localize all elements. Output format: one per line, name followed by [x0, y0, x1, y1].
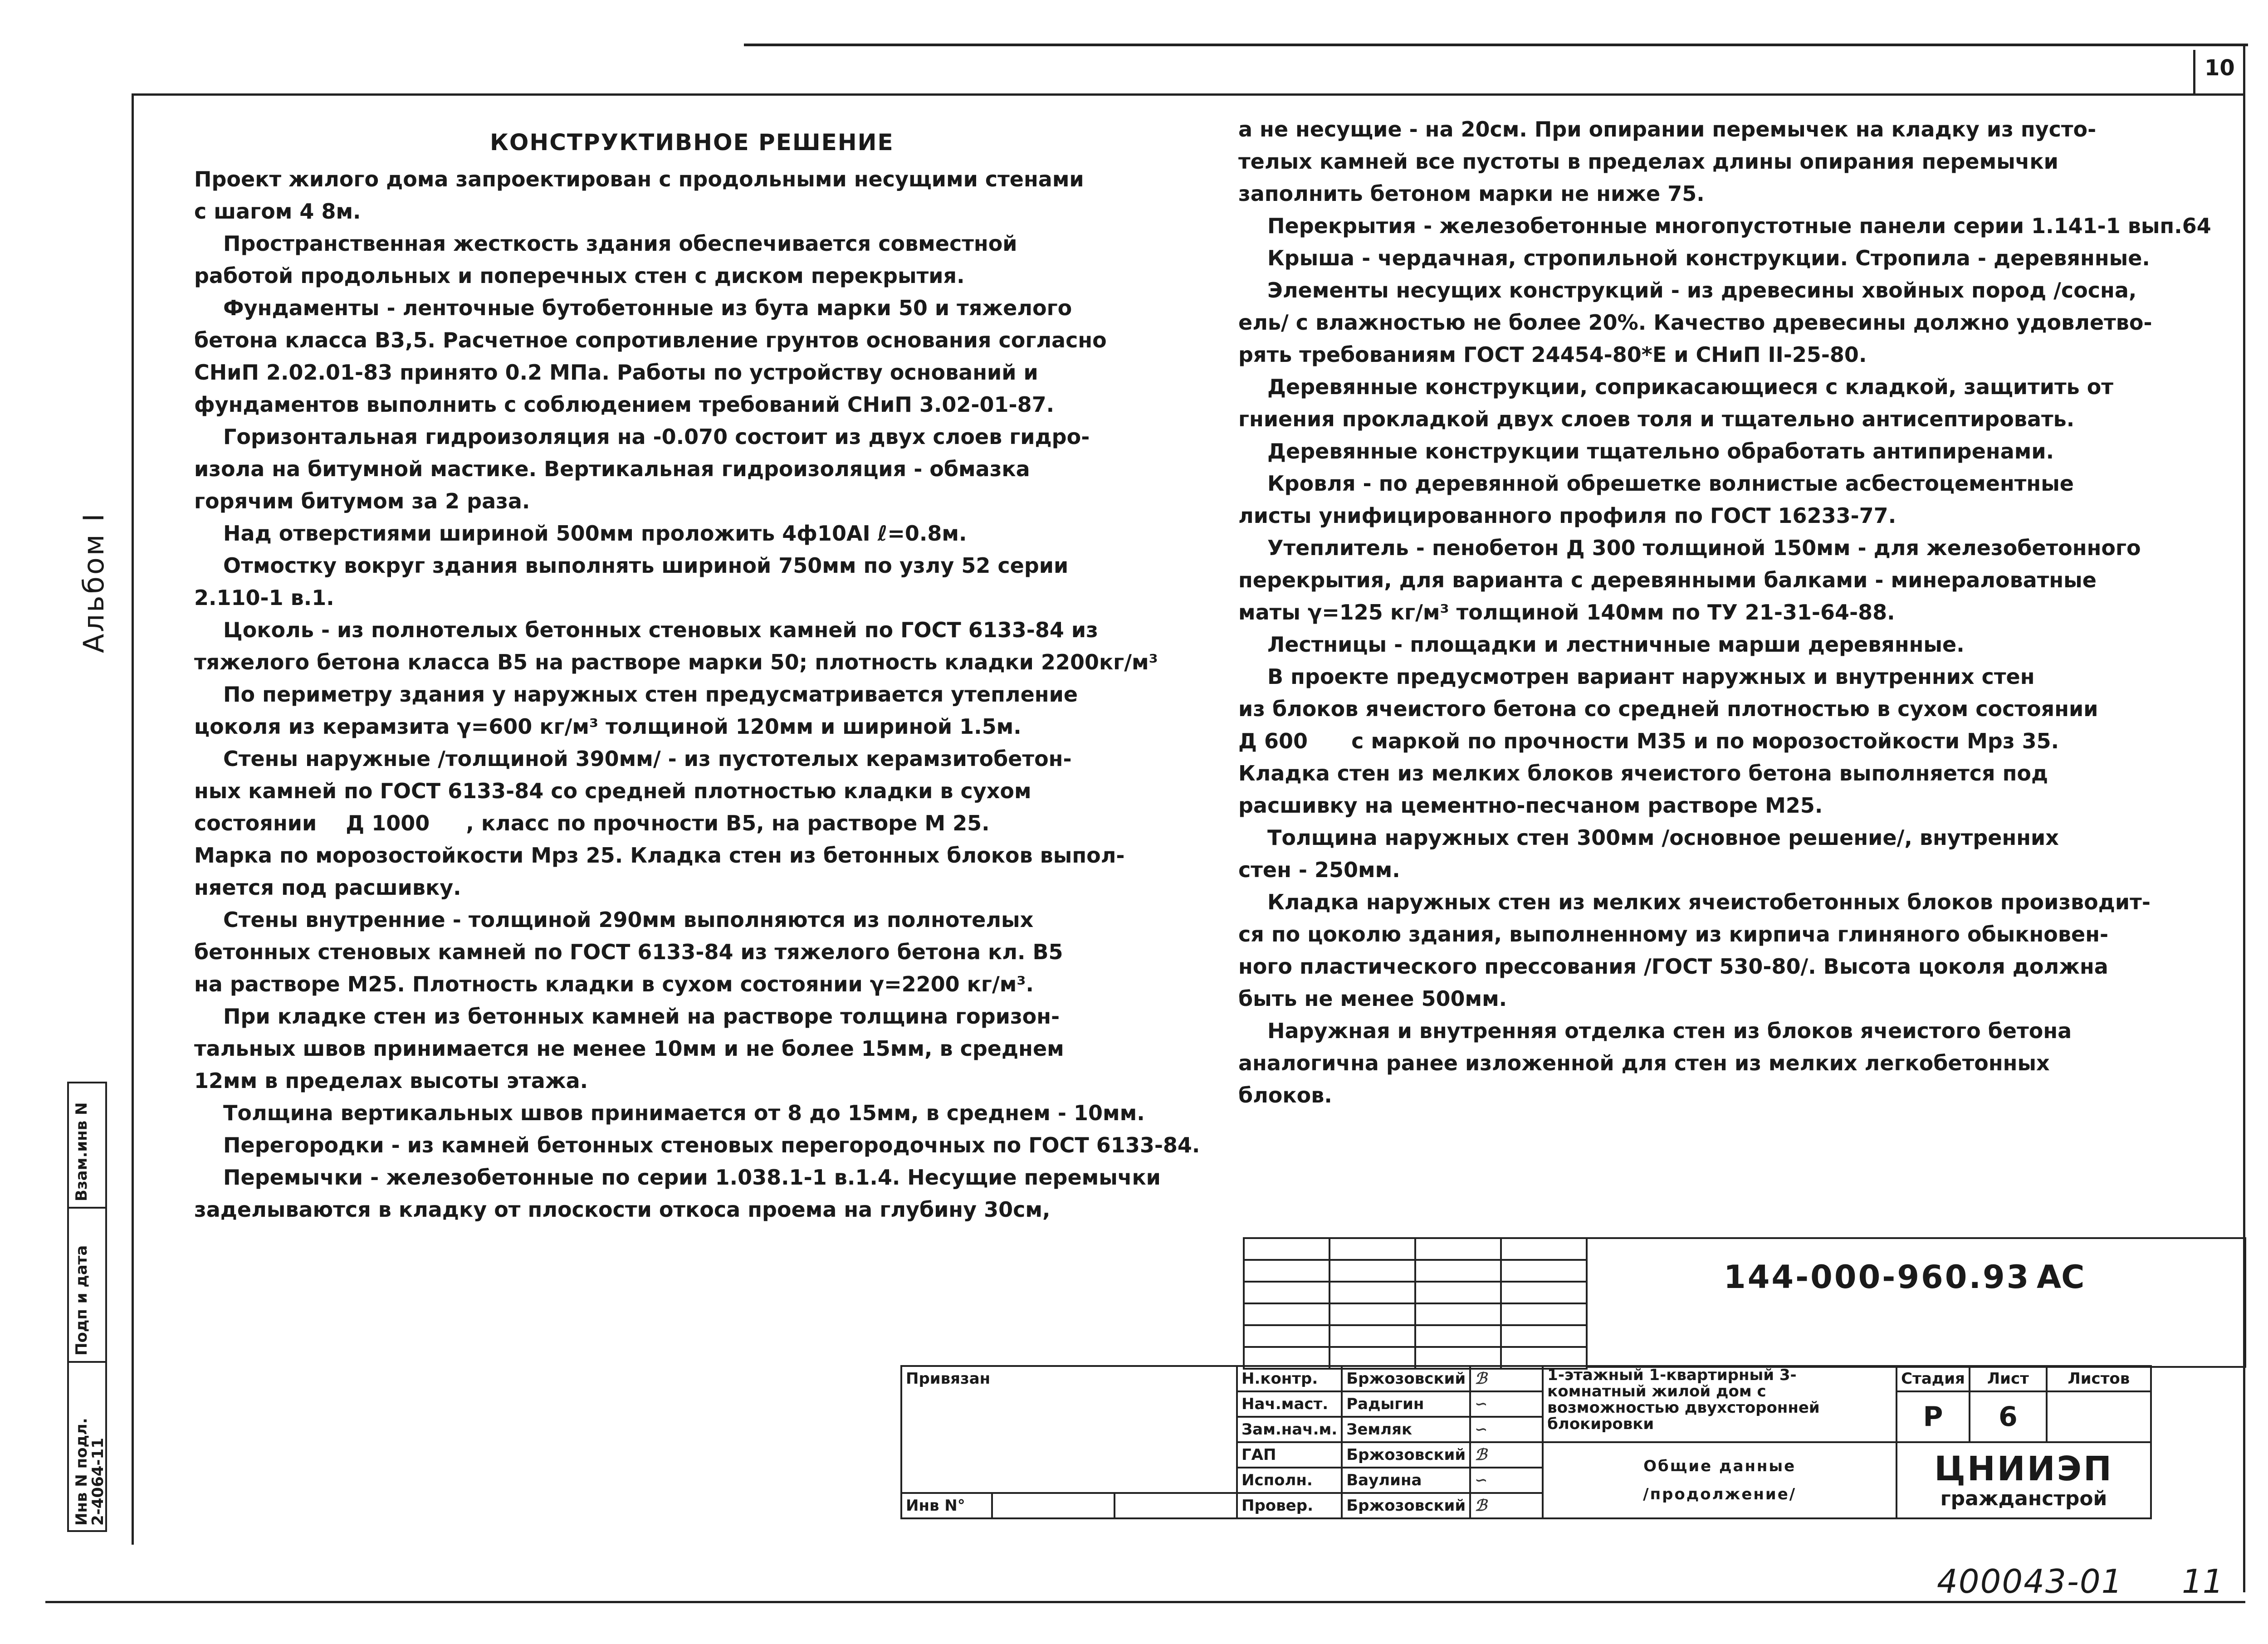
text-line: на растворе М25. Плотность кладки в сухом состоянии γ=2200 кг/м³. [194, 972, 1034, 996]
text-line: Наружная и внутренняя отделка стен из блоков ячеистого бетона [1238, 1019, 2072, 1043]
text-line: Д 600 с маркой по прочности М35 и по морозостойкости Мрз 35. [1238, 729, 2059, 753]
text-line: тяжелого бетона класса В5 на растворе марки 50; плотность кладки 2200кг/м³ [194, 650, 1158, 674]
text-line: Лестницы - площадки и лестничные марши деревянные. [1238, 632, 1965, 657]
signature-4: ∽ [1470, 1468, 1543, 1493]
text-line: состоянии Д 1000 , класс по прочности В5, на растворе М 25. [194, 811, 990, 835]
text-line: Кладка наружных стен из мелких ячеистобетонных блоков производит- [1238, 890, 2151, 914]
text-line: расшивку на цементно-песчаном растворе М25. [1238, 793, 1823, 818]
inv-no-label: Инв N° [901, 1493, 992, 1518]
signature-1: ∽ [1470, 1391, 1543, 1417]
text-line: бетонных стеновых камней по ГОСТ 6133-84 из тяжелого бетона кл. В5 [194, 940, 1063, 964]
role-4: Исполн. [1237, 1468, 1342, 1493]
text-line: Утеплитель - пенобетон Д 300 толщиной 150мм - для железобетонного [1238, 536, 2141, 560]
text-line: с шагом 4 8м. [194, 199, 361, 224]
page-number: 11 [2182, 1562, 2224, 1600]
text-line: Перекрытия - железобетонные многопустотные панели серии 1.141-1 вып.64 [1238, 214, 2211, 238]
role-3: ГАП [1237, 1442, 1342, 1468]
text-line: маты γ=125 кг/м³ толщиной 140мм по ТУ 21-31-64-88. [1238, 600, 1895, 624]
text-line: тальных швов принимается не менее 10мм и не более 15мм, в среднем [194, 1036, 1064, 1061]
text-line: Отмостку вокруг здания выполнять шириной 750мм по узлу 52 серии [194, 553, 1069, 578]
document-code: 144-000-960.93 [1724, 1259, 2031, 1296]
role-0: Н.контр. [1237, 1366, 1342, 1391]
role-1: Нач.маст. [1237, 1391, 1342, 1417]
text-line: рять требованиям ГОСТ 24454-80*Е и СНиП II-25-80. [1238, 342, 1867, 367]
frame-left-line [132, 93, 134, 1545]
privyazan-cell: Привязан [901, 1366, 1237, 1493]
text-line: телых камней все пустоты в пределах длины опирания перемычки [1238, 149, 2058, 174]
right-text-column [1238, 113, 2211, 1112]
text-line: Марка по морозостойкости Мрз 25. Кладка стен из бетонных блоков выпол- [194, 843, 1125, 868]
sheet-value: 6 [1970, 1391, 2047, 1442]
text-line: быть не менее 500мм. [1238, 986, 1507, 1011]
name-1: Радыгин [1342, 1391, 1470, 1417]
inv-label: Инв N подл. [73, 1418, 91, 1526]
name-4: Ваулина [1342, 1468, 1470, 1493]
signature-2: ∽ [1470, 1417, 1543, 1442]
title-block [900, 1365, 2152, 1519]
text-line: Крыша - чердачная, стропильной конструкции. Стропила - деревянные. [1238, 246, 2150, 270]
text-line: заделываются в кладку от плоскости откоса проема на глубину 30см, [194, 1197, 1051, 1222]
text-line: Толщина наружных стен 300мм /основное решение/, внутренних [1238, 825, 2059, 850]
name-5: Бржозовский [1342, 1493, 1470, 1518]
text-line: фундаментов выполнить с соблюдением требований СНиП 3.02-01-87. [194, 392, 1055, 417]
text-line: бетона класса В3,5. Расчетное сопротивление грунтов основания согласно [194, 328, 1107, 352]
text-line: Кладка стен из мелких блоков ячеистого бетона выполняется под [1238, 761, 2048, 785]
document-mark: АС [2037, 1259, 2085, 1296]
role-2: Зам.нач.м. [1237, 1417, 1342, 1442]
text-line: ель/ с влажностью не более 20%. Качество древесины должно удовлетво- [1238, 310, 2152, 335]
text-line: блоков. [1238, 1083, 1332, 1107]
text-line: В проекте предусмотрен вариант наружных и внутренних стен [1238, 664, 2035, 689]
sheet-label: Лист [1970, 1366, 2047, 1391]
text-line: Кровля - по деревянной обрешетке волнистые асбестоцементные [1238, 471, 2074, 496]
text-line: Элементы несущих конструкций - из древесины хвойных пород /сосна, [1238, 278, 2137, 302]
text-line: заполнить бетоном марки не ниже 75. [1238, 181, 1705, 206]
text-line: Пространственная жесткость здания обеспечивается совместной [194, 231, 1017, 256]
text-line: Фундаменты - ленточные бутобетонные из бута марки 50 и тяжелого [194, 296, 1072, 320]
text-line: ных камней по ГОСТ 6133-84 со средней плотностью кладки в сухом [194, 779, 1031, 803]
text-line: из блоков ячеистого бетона со средней плотностью в сухом состоянии [1238, 697, 2098, 721]
text-line: 12мм в пределах высоты этажа. [194, 1068, 588, 1093]
frame-bottom-line [45, 1601, 2245, 1603]
text-line: Стены наружные /толщиной 390мм/ - из пустотелых керамзитобетон- [194, 746, 1072, 771]
text-line: аналогична ранее изложенной для стен из мелких легкобетонных [1238, 1051, 2050, 1075]
text-line: По периметру здания у наружных стен предусматривается утепление [194, 682, 1078, 707]
text-line: изола на битумной мастике. Вертикальная гидроизоляция - обмазка [194, 457, 1030, 481]
sheets-label: Листов [2047, 1366, 2151, 1391]
text-line: цоколя из керамзита γ=600 кг/м³ толщиной 120мм и шириной 1.5м. [194, 714, 1022, 739]
archive-number: 400043-01 [1937, 1562, 2123, 1600]
signature-5: ℬ [1470, 1493, 1543, 1518]
text-line: Перегородки - из камней бетонных стеновых перегородочных по ГОСТ 6133-84. [194, 1133, 1200, 1157]
section-heading: КОНСТРУКТИВНОЕ РЕШЕНИЕ [490, 129, 894, 156]
left-text-column [194, 163, 1200, 1226]
text-line: няется под расшивку. [194, 875, 461, 900]
inv-value: 2-4064-11 [89, 1438, 107, 1526]
project-description: 1-этажный 1-квартирный 3-комнатный жилой дом с возможностью двухсторонней блокировки [1543, 1366, 1897, 1442]
album-label: Альбом I [77, 512, 110, 653]
name-2: Земляк [1342, 1417, 1470, 1442]
text-line: гниения прокладкой двух слоев толя и тщательно антисептировать. [1238, 407, 2075, 431]
text-line: Проект жилого дома запроектирован с продольными несущими стенами [194, 167, 1084, 191]
left-approval-stamp [67, 1082, 107, 1532]
title-block-blank-grid [1243, 1237, 1588, 1370]
text-line: а не несущие - на 20см. При опирании перемычек на кладку из пусто- [1238, 117, 2097, 141]
text-line: перекрытия, для варианта с деревянными балками - минераловатные [1238, 568, 2097, 592]
text-line: ного пластического прессования /ГОСТ 530-80/. Высота цоколя должна [1238, 954, 2108, 979]
sheet-title: Общие данные /продолжение/ [1543, 1442, 1897, 1518]
text-line: Стены внутренние - толщиной 290мм выполняются из полнотелых [194, 907, 1034, 932]
organization: ЦНИИЭП гражданстрой [1897, 1442, 2151, 1518]
text-line: Над отверстиями шириной 500мм проложить 4ф10АI ℓ=0.8м. [194, 521, 967, 546]
title-block-code-cell [1588, 1237, 2246, 1368]
text-line: Деревянные конструкции тщательно обработать антипиренами. [1238, 439, 2054, 463]
text-line: стен - 250мм. [1238, 858, 1400, 882]
text-line: листы унифицированного профиля по ГОСТ 16233-77. [1238, 503, 1897, 528]
text-line: работой продольных и поперечных стен с диском перекрытия. [194, 263, 965, 288]
text-line: При кладке стен из бетонных камней на растворе толщина горизон- [194, 1004, 1060, 1029]
name-3: Бржозовский [1342, 1442, 1470, 1468]
frame-inner-top-line [132, 93, 2243, 96]
replace-inv-label: Взам.инв N [73, 1102, 91, 1201]
text-line: горячим битумом за 2 раза. [194, 489, 530, 513]
stage-label: Стадия [1897, 1366, 1970, 1391]
frame-top-line [744, 44, 2248, 46]
text-line: Толщина вертикальных швов принимается от 8 до 15мм, в среднем - 10мм. [194, 1101, 1145, 1125]
sign-date-label: Подп и дата [73, 1245, 91, 1356]
text-line: Деревянные конструкции, соприкасающиеся с кладкой, защитить от [1238, 375, 2113, 399]
signature-3: ℬ [1470, 1442, 1543, 1468]
text-line: ся по цоколю здания, выполненному из кирпича глиняного обыкновен- [1238, 922, 2109, 946]
sheets-value [2047, 1391, 2151, 1442]
text-line: Горизонтальная гидроизоляция на -0.070 состоит из двух слоев гидро- [194, 424, 1090, 449]
name-0: Бржозовский [1342, 1366, 1470, 1391]
stage-value: Р [1897, 1391, 1970, 1442]
text-line: Цоколь - из полнотелых бетонных стеновых камней по ГОСТ 6133-84 из [194, 618, 1098, 642]
sheet-number: 10 [2204, 55, 2235, 81]
signature-0: ℬ [1470, 1366, 1543, 1391]
text-line: СНиП 2.02.01-83 принято 0.2 МПа. Работы по устройству оснований и [194, 360, 1038, 385]
text-line: 2.110-1 в.1. [194, 585, 334, 610]
text-line: Перемычки - железобетонные по серии 1.038.1-1 в.1.4. Несущие перемычки [194, 1165, 1161, 1190]
role-5: Провер. [1237, 1493, 1342, 1518]
